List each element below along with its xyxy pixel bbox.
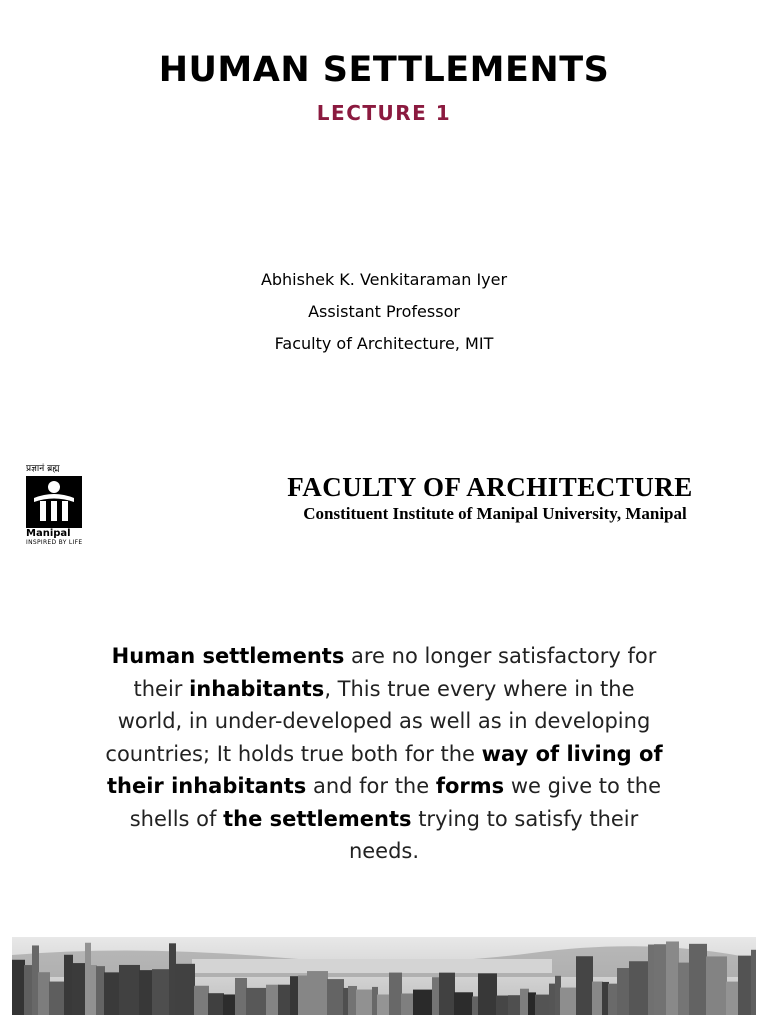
logo-tagline: INSPIRED BY LIFE xyxy=(26,539,83,546)
city-skyline-image xyxy=(12,937,756,1015)
building-shape xyxy=(678,963,690,1015)
building-shape xyxy=(413,990,433,1015)
building-shape xyxy=(278,985,291,1015)
building-shape xyxy=(32,945,39,1015)
building-shape xyxy=(49,982,65,1015)
emphasis-text: the settlements xyxy=(223,806,412,831)
lecture-subtitle: LECTURE 1 xyxy=(316,101,452,125)
building-shape xyxy=(64,955,73,1015)
faculty-subtitle: Constituent Institute of Manipal University, Manipal xyxy=(303,504,687,523)
building-shape xyxy=(738,956,752,1015)
building-shape xyxy=(208,993,224,1015)
paragraph-text: , This true every where in the world, in under-developed as well as in developing countries; It holds true both for the xyxy=(105,676,651,766)
author-role: Assistant Professor xyxy=(308,302,460,321)
building-shape xyxy=(223,994,236,1015)
building-shape xyxy=(689,944,707,1015)
emphasis-text: Human settlements xyxy=(111,644,345,668)
building-shape xyxy=(38,972,50,1015)
building-shape xyxy=(617,968,630,1015)
building-shape xyxy=(432,977,440,1015)
building-shape xyxy=(549,984,556,1015)
building-shape xyxy=(327,979,344,1015)
building-shape xyxy=(454,992,473,1015)
building-shape xyxy=(648,945,655,1015)
building-shape xyxy=(608,984,618,1015)
building-shape xyxy=(175,964,195,1015)
building-shape xyxy=(266,985,279,1015)
paragraph-text: and for the xyxy=(306,774,436,798)
faculty-title: FACULTY OF ARCHITECTURE xyxy=(287,472,693,502)
building-shape xyxy=(666,941,679,1015)
building-shape xyxy=(478,973,497,1015)
building-shape xyxy=(751,950,756,1015)
body-paragraph xyxy=(100,640,668,868)
author-block xyxy=(0,264,768,360)
building-shape xyxy=(90,965,97,1015)
building-shape xyxy=(152,969,170,1015)
building-shape xyxy=(520,989,529,1015)
building-shape xyxy=(496,996,509,1015)
emphasis-text: forms xyxy=(435,774,505,798)
building-shape xyxy=(290,976,299,1015)
building-shape xyxy=(576,956,593,1015)
building-shape xyxy=(472,996,479,1015)
building-shape xyxy=(654,944,667,1015)
building-shape xyxy=(119,965,140,1015)
building-shape xyxy=(348,986,357,1015)
building-shape xyxy=(96,966,105,1015)
building-shape xyxy=(592,982,603,1015)
building-shape xyxy=(528,992,536,1015)
building-shape xyxy=(12,960,25,1015)
building-shape xyxy=(194,986,209,1015)
building-shape xyxy=(602,982,609,1015)
emphasis-text: way of living of their inhabitants xyxy=(106,741,663,798)
building-shape xyxy=(307,971,328,1015)
building-shape xyxy=(298,976,308,1015)
building-shape xyxy=(235,978,247,1015)
building-shape xyxy=(389,973,402,1015)
building-shape xyxy=(104,972,120,1015)
building-shape xyxy=(706,956,727,1015)
building-shape xyxy=(72,963,86,1015)
paragraph-text: trying to satisfy their needs. xyxy=(348,806,639,863)
manipal-logo xyxy=(26,464,86,564)
logo-motto: प्रज्ञानं ब्रह्म xyxy=(26,464,60,474)
building-shape xyxy=(24,965,33,1015)
logo-emblem-icon xyxy=(26,476,82,528)
building-shape xyxy=(508,995,521,1015)
paragraph-text: we give to the shells of xyxy=(129,774,662,831)
paragraph-text: are no longer satisfactory for their xyxy=(133,644,657,701)
building-shape xyxy=(401,993,414,1015)
building-shape xyxy=(139,970,153,1015)
building-shape xyxy=(560,988,577,1015)
author-name: Abhishek K. Venkitaraman Iyer xyxy=(260,270,508,289)
building-shape xyxy=(629,961,649,1015)
building-shape xyxy=(439,973,455,1015)
building-shape xyxy=(377,994,390,1015)
logo-name: Manipal xyxy=(26,528,71,539)
building-shape xyxy=(726,982,739,1015)
emphasis-text: inhabitants xyxy=(189,676,325,701)
author-affiliation: Faculty of Architecture, MIT xyxy=(274,334,494,353)
building-shape xyxy=(246,988,267,1015)
slide-title: HUMAN SETTLEMENTS xyxy=(158,50,610,90)
building-shape xyxy=(169,943,176,1015)
building-shape xyxy=(535,995,550,1015)
building-shape xyxy=(356,990,373,1015)
